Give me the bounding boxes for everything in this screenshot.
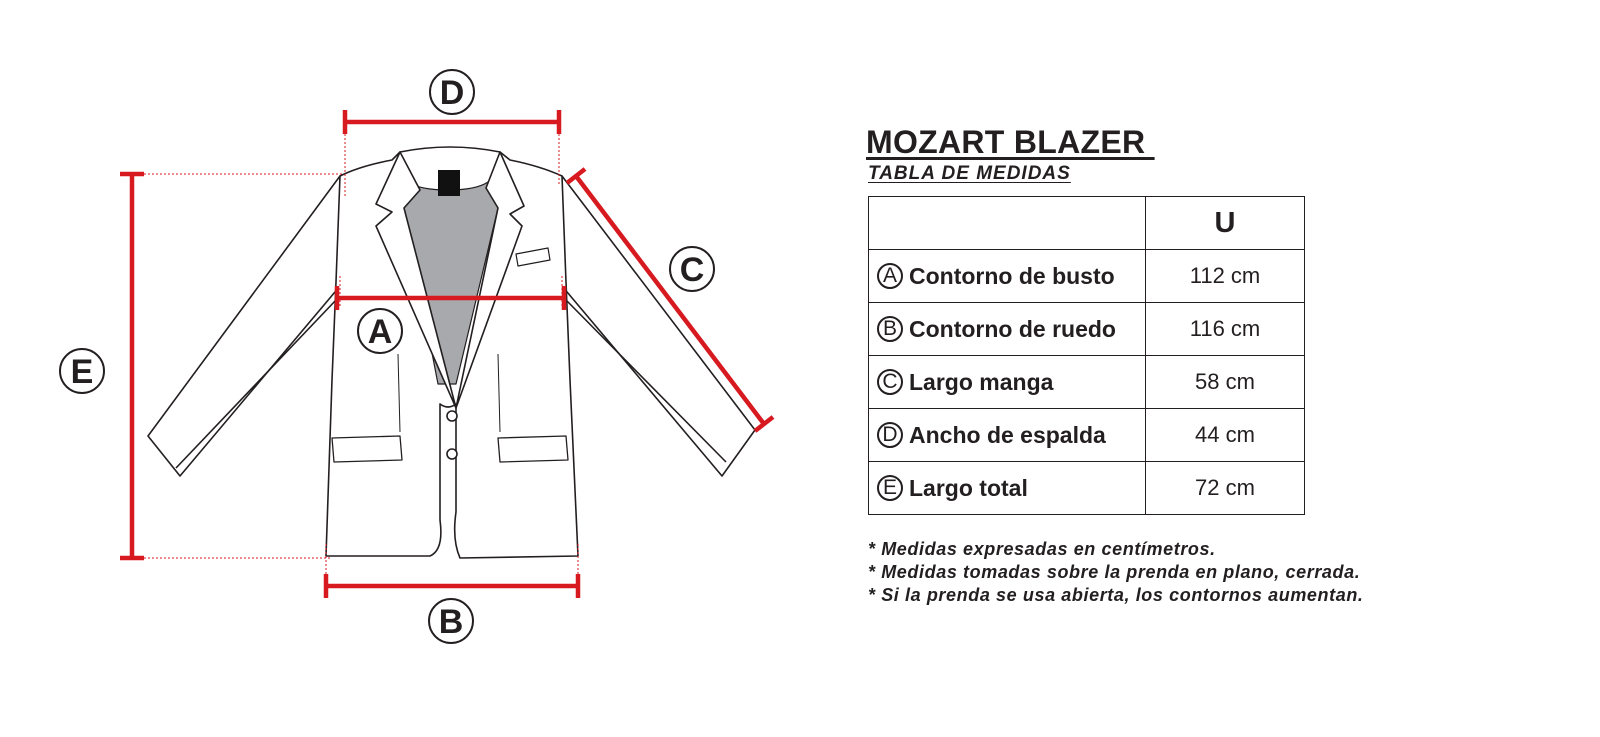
table-row	[869, 409, 1305, 462]
left-flap-pocket	[332, 436, 402, 462]
row-value: 72 cm	[1146, 462, 1305, 515]
row-label: Largo manga	[909, 368, 1054, 395]
callout-d-label: D	[439, 74, 465, 112]
row-letter-badge: B	[877, 316, 903, 342]
header-blank-cell	[869, 197, 1146, 250]
row-letter-badge: E	[877, 475, 903, 501]
neck-label	[438, 170, 460, 196]
row-value: 44 cm	[1146, 409, 1305, 462]
button-top	[447, 411, 457, 421]
size-chart-subtitle: TABLA DE MEDIDAS	[868, 163, 1071, 184]
note-line: * Medidas tomadas sobre la prenda en plano, cerrada.	[868, 562, 1361, 582]
callout-e-label: E	[70, 353, 94, 391]
row-value: 116 cm	[1146, 303, 1305, 356]
product-title: MOZART BLAZER	[866, 124, 1155, 160]
right-flap-pocket	[498, 436, 568, 462]
note-line: * Medidas expresadas en centímetros.	[868, 539, 1216, 559]
row-value: 112 cm	[1146, 250, 1305, 303]
note-line: * Si la prenda se usa abierta, los contornos aumentan.	[868, 585, 1364, 605]
row-label: Contorno de busto	[909, 262, 1115, 289]
callout-b-label: B	[438, 603, 464, 641]
blazer-illustration	[148, 147, 755, 558]
button-bottom	[447, 449, 457, 459]
row-value: 58 cm	[1146, 356, 1305, 409]
table-row	[869, 303, 1305, 356]
row-letter-badge: C	[877, 369, 903, 395]
row-letter-badge: A	[877, 263, 903, 289]
callout-a-label: A	[367, 313, 393, 351]
table-row	[869, 250, 1305, 303]
table-row	[869, 462, 1305, 515]
callout-c-label: C	[679, 251, 705, 289]
row-label: Largo total	[909, 474, 1028, 501]
row-letter-badge: D	[877, 422, 903, 448]
measurement-notes	[868, 538, 1364, 607]
size-table	[868, 196, 1305, 515]
row-label: Ancho de espalda	[909, 421, 1106, 448]
header-size-u: U	[1146, 197, 1305, 250]
row-label: Contorno de ruedo	[909, 315, 1116, 342]
size-table-header	[869, 197, 1305, 250]
table-row	[869, 356, 1305, 409]
